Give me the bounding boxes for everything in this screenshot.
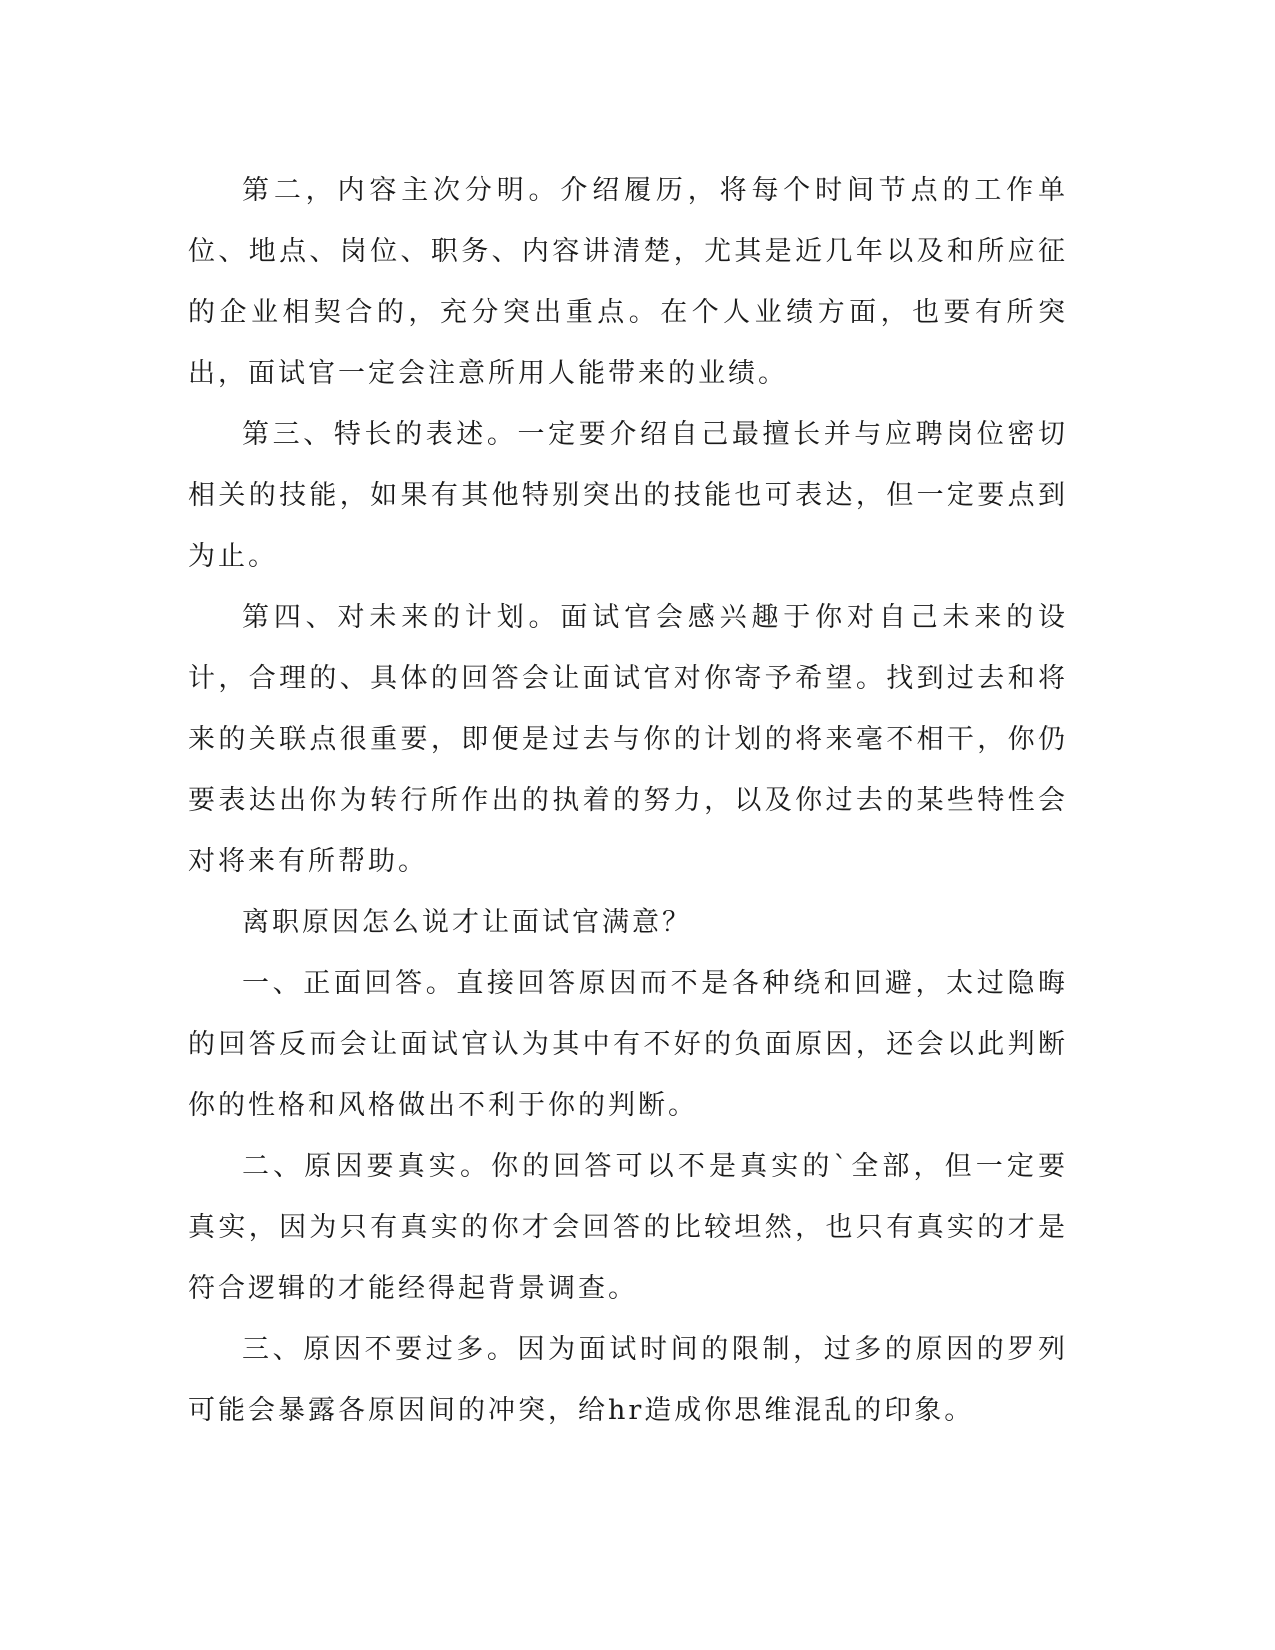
paragraph-true-reason: 二、原因要真实。你的回答可以不是真实的`全部，但一定要真实，因为只有真实的你才会回答的比较坦然，也只有真实的才是符合逻辑的才能经得起背景调查。 <box>188 1151 1068 1304</box>
section-heading-resignation: 离职原因怎么说才让面试官满意？ <box>242 907 692 938</box>
document-body <box>188 160 1068 1441</box>
paragraph-future-plan: 第四、对未来的计划。面试官会感兴趣于你对自己未来的设计，合理的、具体的回答会让面试官对你寄予希望。找到过去和将来的关联点很重要，即便是过去与你的计划的将来毫不相干，你仍要表达出你为转行所作出的执着的努力，以及你过去的某些特性会对将来有所帮助。 <box>188 602 1068 877</box>
paragraph-few-reasons: 三、原因不要过多。因为面试时间的限制，过多的原因的罗列可能会暴露各原因间的冲突，给hr造成你思维混乱的印象。 <box>188 1334 1068 1426</box>
paragraph-skills: 第三、特长的表述。一定要介绍自己最擅长并与应聘岗位密切相关的技能，如果有其他特别突出的技能也可表达，但一定要点到为止。 <box>188 419 1068 572</box>
paragraph-resume: 第二，内容主次分明。介绍履历，将每个时间节点的工作单位、地点、岗位、职务、内容讲清楚，尤其是近几年以及和所应征的企业相契合的，充分突出重点。在个人业绩方面，也要有所突出，面试官一定会注意所用人能带来的业绩。 <box>188 175 1068 389</box>
paragraph-direct-answer: 一、正面回答。直接回答原因而不是各种绕和回避，太过隐晦的回答反而会让面试官认为其中有不好的负面原因，还会以此判断你的性格和风格做出不利于你的判断。 <box>188 968 1068 1121</box>
